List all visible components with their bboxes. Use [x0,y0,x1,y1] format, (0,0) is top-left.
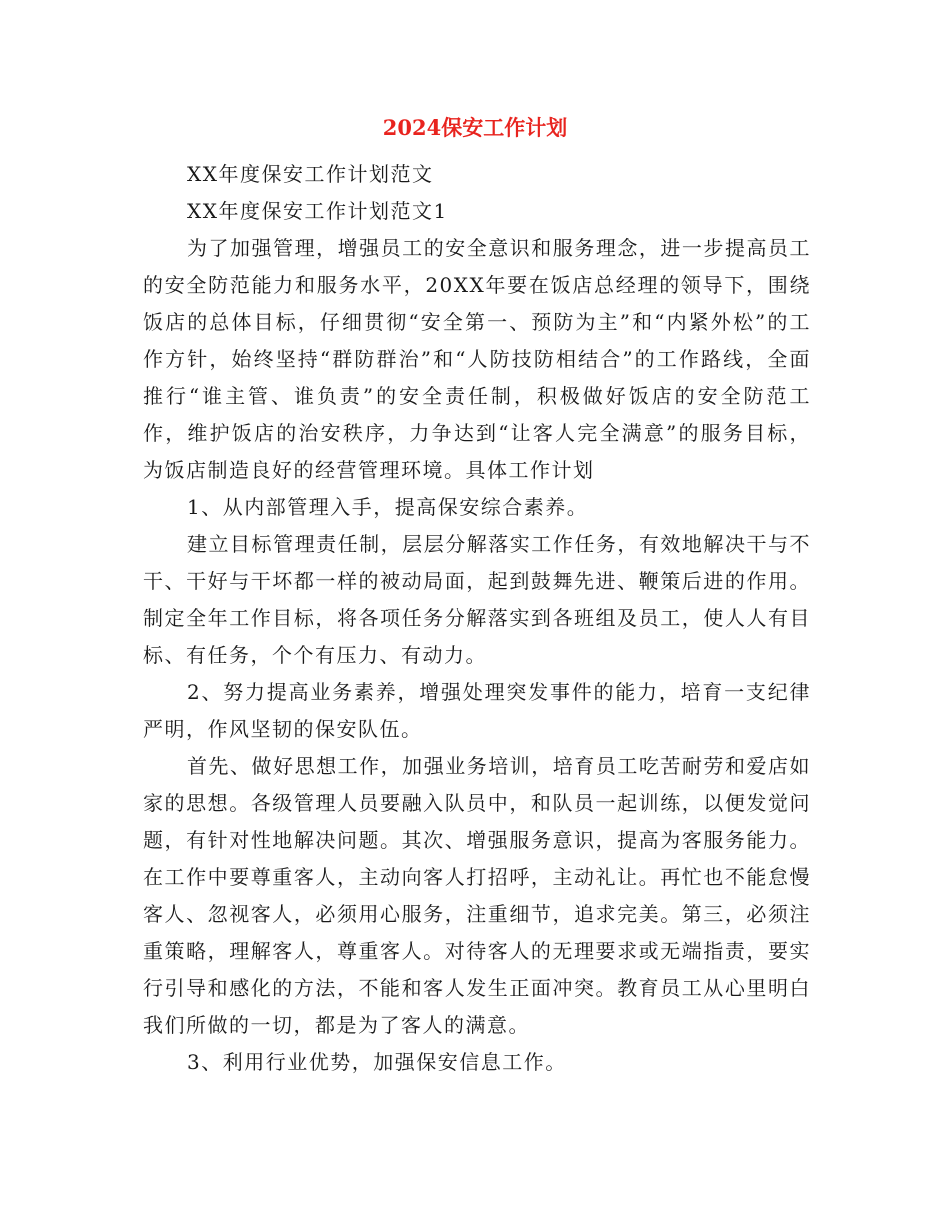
section-heading-3: 3、利用行业优势，加强保安信息工作。 [187,1050,567,1074]
document-title: 2024保安工作计划 [382,115,568,140]
paragraph-section-2: 首先、做好思想工作，加强业务培训，培育员工吃苦耐劳和爱店如家的思想。各级管理人员要融入队员中，和队员一起训练，以便发觉问题，有针对性地解决问题。其次、增强服务意识，提高为客服务能力。在工作中要尊重客人，主动向客人打招呼，主动礼让。再忙也不能怠慢客人、忽视客人，必须用心服务，注重细节，追求完美。第三，必须注重策略，理解客人，尊重客人。对待客人的无理要求或无端指责，要实行引导和感化的方法，不能和客人发生正面冲突。教育员工从心里明白我们所做的一切，都是为了客人的满意。 [143,754,811,1037]
document-body [143,156,811,1081]
paragraph-subtitle-1: XX年度保安工作计划范文1 [187,199,448,223]
section-heading-2: 2、努力提高业务素养，增强处理突发事件的能力，培育一支纪律严明，作风坚韧的保安队伍。 [143,680,811,741]
paragraph-section-1: 建立目标管理责任制，层层分解落实工作任务，有效地解决干与不干、干好与干坏都一样的被动局面，起到鼓舞先进、鞭策后进的作用。制定全年工作目标，将各项任务分解落实到各班组及员工，使人人有目标、有任务，个个有压力、有动力。 [143,532,811,667]
paragraph-subtitle: XX年度保安工作计划范文 [187,162,434,186]
section-heading-1: 1、从内部管理入手，提高保安综合素养。 [187,495,589,519]
paragraph-intro: 为了加强管理，增强员工的安全意识和服务理念，进一步提高员工的安全防范能力和服务水平，20XX年要在饭店总经理的领导下，围绕饭店的总体目标，仔细贯彻“安全第一、预防为主”和“内紧外松”的工作方针，始终坚持“群防群治”和“人防技防相结合”的工作路线，全面推行“谁主管、谁负责”的安全责任制，积极做好饭店的安全防范工作，维护饭店的治安秩序，力争达到“让客人完全满意”的服务目标，为饭店制造良好的经营管理环境。具体工作计划 [143,236,811,482]
